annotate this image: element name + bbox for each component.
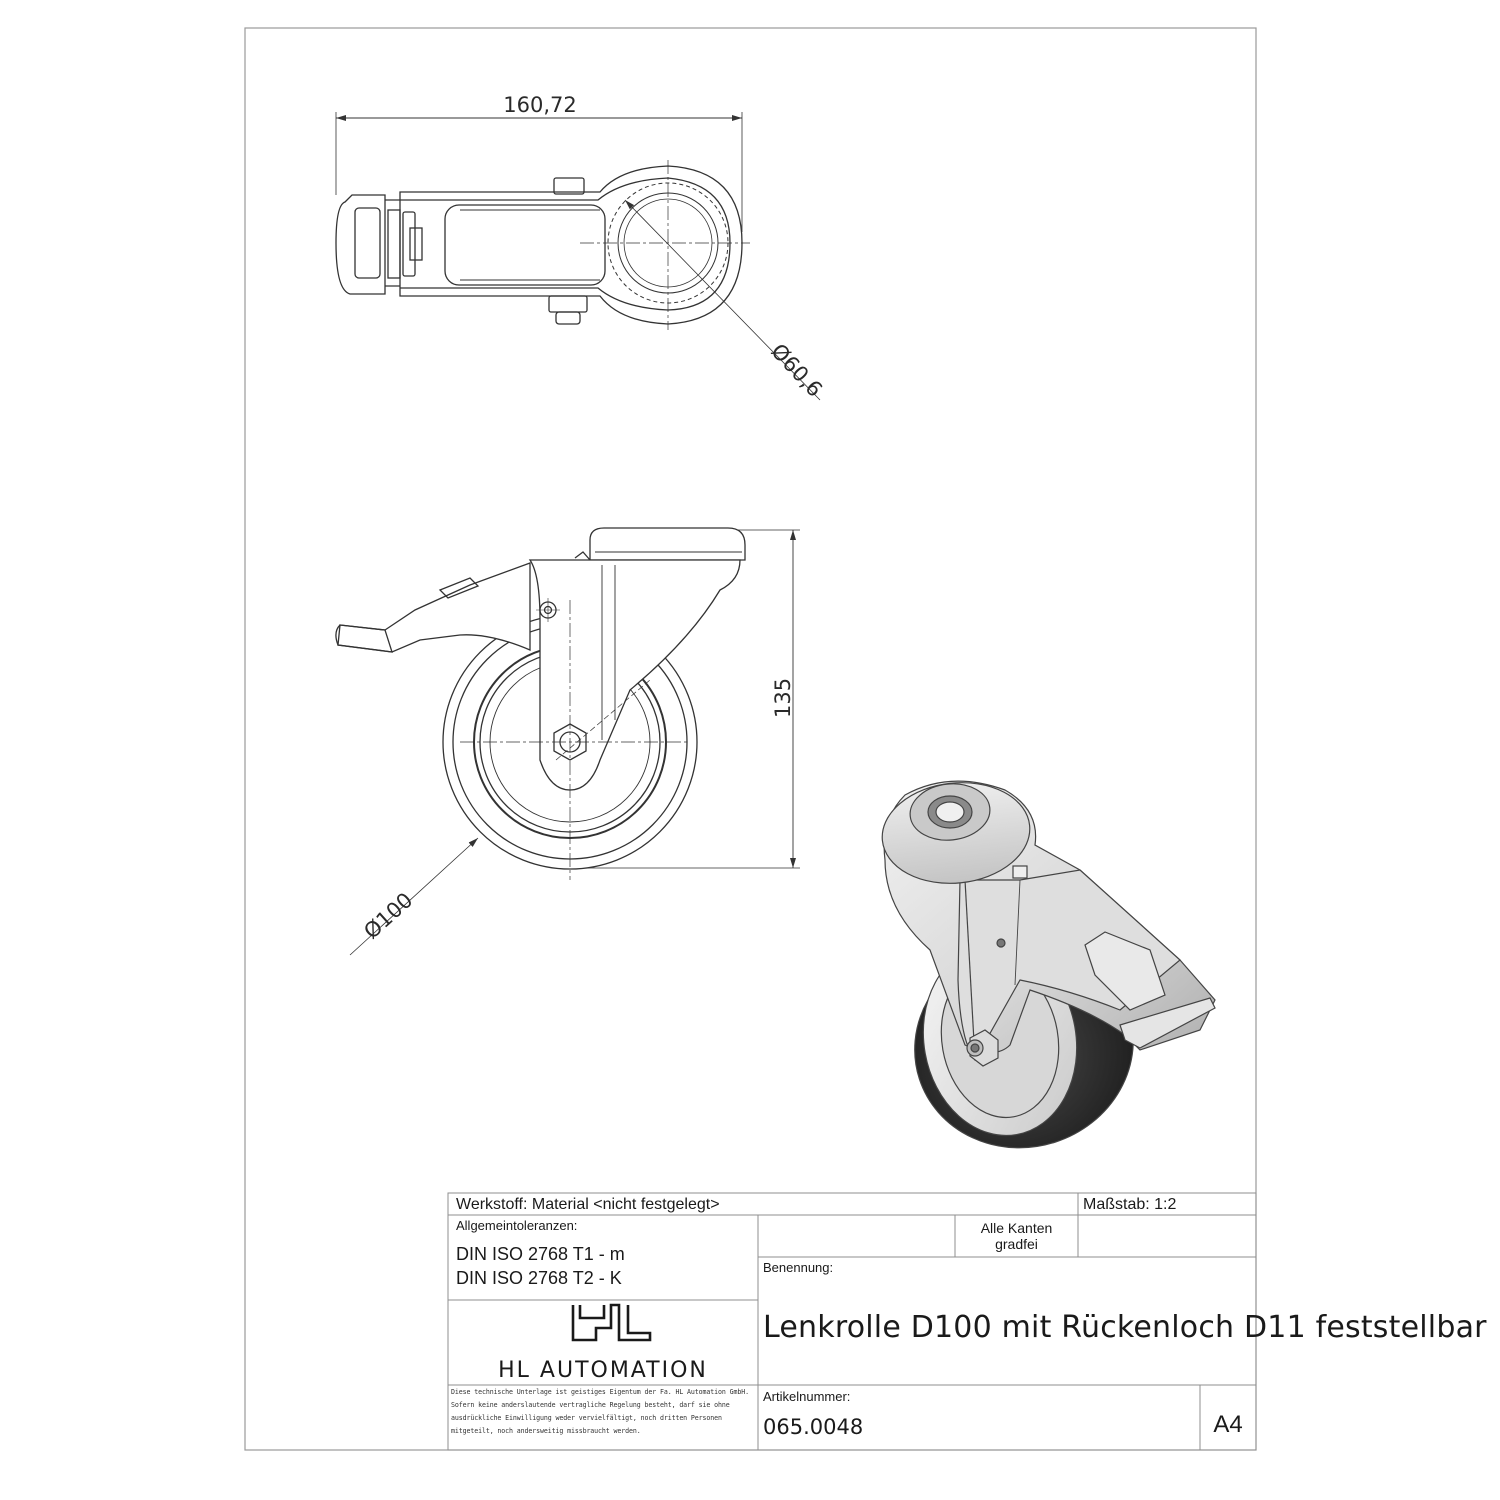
article-number: 065.0048 xyxy=(763,1415,864,1439)
company-name: HL AUTOMATION xyxy=(498,1358,708,1383)
side-diameter-label: Ø100 xyxy=(359,887,418,944)
side-height-label: 135 xyxy=(771,677,795,718)
top-width-label: 160,72 xyxy=(503,93,577,117)
material-field: Werkstoff: Material <nicht festgelegt> xyxy=(456,1196,720,1213)
scale-field: Maßstab: 1:2 xyxy=(1083,1196,1177,1213)
legal-note: Diese technische Unterlage ist geistiges Eigentum der Fa. HL Automation GmbH. Sofern keine anderslautende vertragliche Regelung besteht, darf sie ohne ausdrückliche Einwilligung weder vervielfältigt, noch dritten Personen mitgeteilt, noch andersweitig missbraucht werden. xyxy=(451,1388,749,1435)
hl-logo xyxy=(573,1305,650,1340)
top-view xyxy=(336,112,820,400)
edges-note-line-1: Alle Kanten xyxy=(980,1220,1053,1236)
side-view xyxy=(336,528,800,955)
edges-note-line-2: gradfei xyxy=(995,1236,1038,1252)
top-diameter-label: Ø60,6 xyxy=(766,339,828,402)
sheet-border xyxy=(245,28,1256,1450)
tolerance-t1: DIN ISO 2768 T1 - m xyxy=(456,1244,625,1264)
tolerances-label: Allgemeintoleranzen: xyxy=(456,1218,578,1233)
title-label: Benennung: xyxy=(763,1260,834,1275)
isometric-view xyxy=(877,776,1215,1176)
tolerance-t2: DIN ISO 2768 T2 - K xyxy=(456,1268,622,1288)
article-number-label: Artikelnummer: xyxy=(763,1389,851,1404)
drawing-title: Lenkrolle D100 mit Rückenloch D11 feststellbar xyxy=(763,1310,1487,1345)
paper-format: A4 xyxy=(1213,1411,1243,1438)
